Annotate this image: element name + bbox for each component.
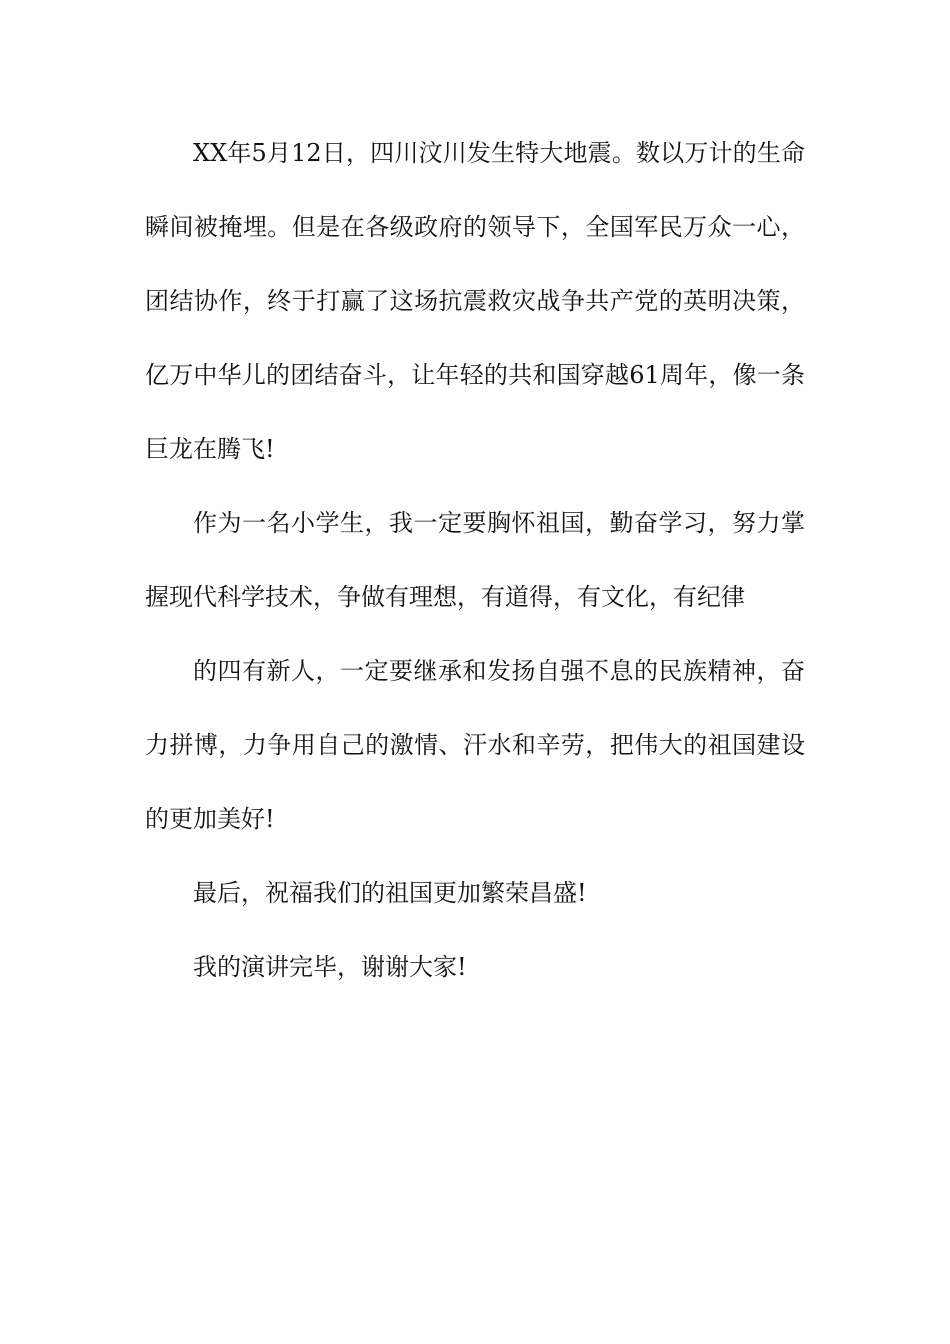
paragraph-1-line-3: 团结协作，终于打赢了这场抗震救灾战争共产党的英明决策，	[145, 287, 805, 315]
paragraph-1-line-1: XX年5月12日，四川汶川发生特大地震。数以万计的生命	[193, 139, 805, 167]
paragraph-1-line-4: 亿万中华儿的团结奋斗，让年轻的共和国穿越61周年，像一条	[145, 361, 805, 389]
closing-blessing: 最后，祝福我们的祖国更加繁荣昌盛!	[193, 879, 587, 907]
paragraph-3-line-3: 的更加美好!	[145, 805, 275, 833]
paragraph-2-line-1: 作为一名小学生，我一定要胸怀祖国，勤奋学习，努力掌	[193, 509, 805, 537]
paragraph-3-line-1: 的四有新人，一定要继承和发扬自强不息的民族精神，奋	[193, 657, 805, 685]
closing-thanks: 我的演讲完毕，谢谢大家!	[193, 953, 467, 981]
paragraph-1-line-5: 巨龙在腾飞!	[145, 435, 275, 463]
paragraph-2-line-2: 握现代科学技术，争做有理想，有道得，有文化，有纪律	[145, 583, 745, 611]
paragraph-3-line-2: 力拼博，力争用自己的激情、汗水和辛劳，把伟大的祖国建设	[145, 731, 805, 759]
paragraph-1-line-2: 瞬间被掩埋。但是在各级政府的领导下，全国军民万众一心，	[145, 213, 805, 241]
